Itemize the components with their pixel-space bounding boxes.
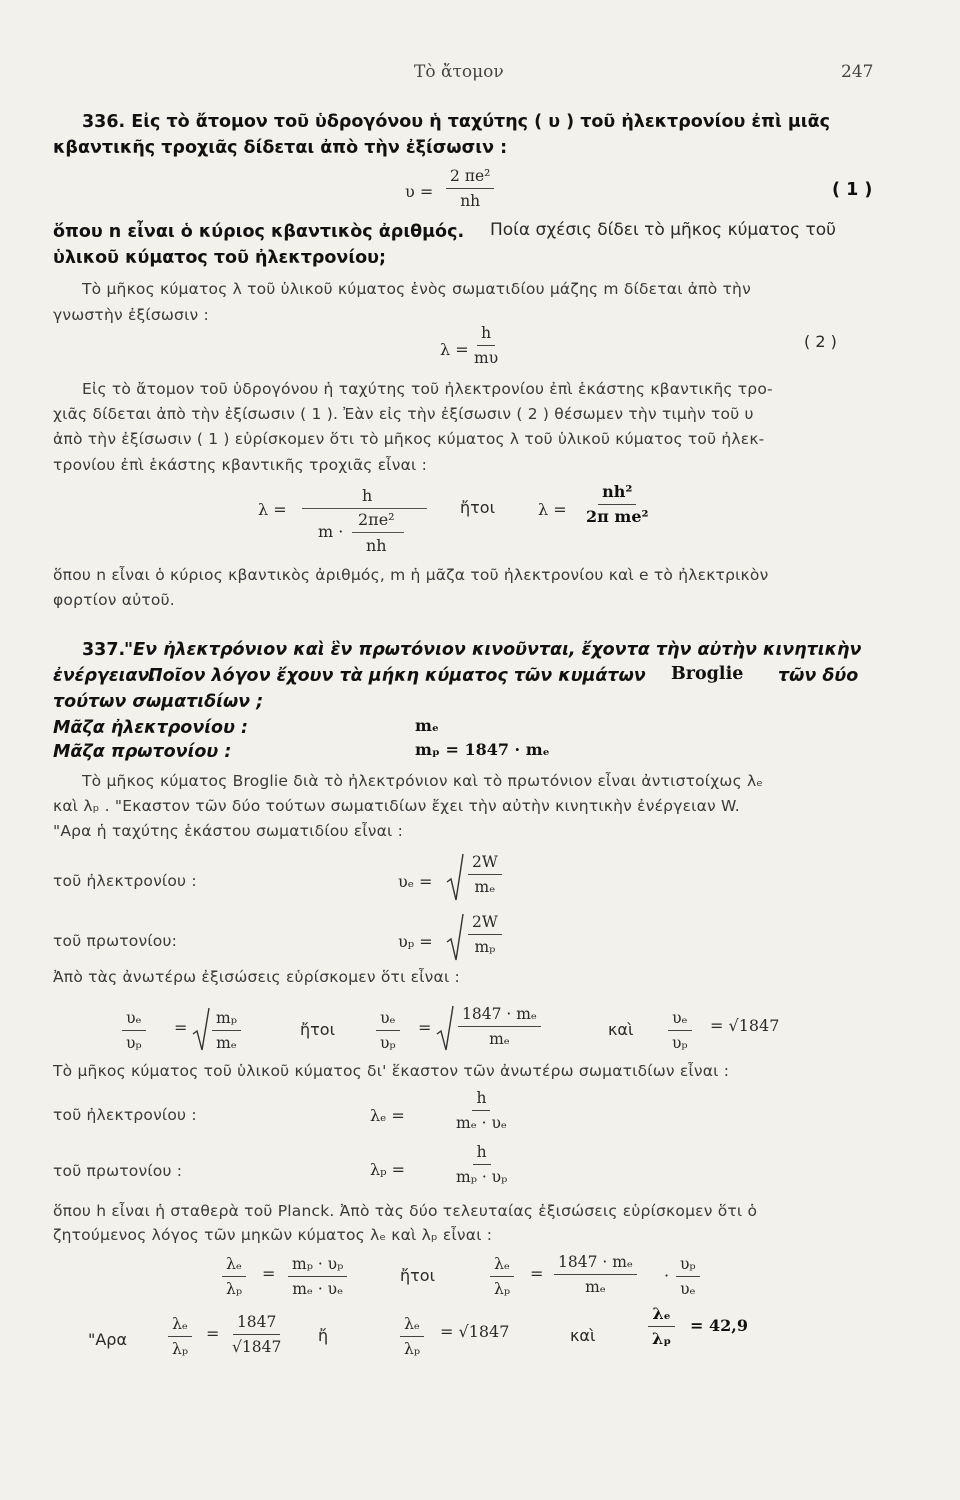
le-label: τοῦ ἠλεκτρονίου :	[53, 1106, 197, 1124]
g2-denominator: λₚ	[404, 1340, 421, 1358]
r2-sqrt-icon	[436, 1004, 454, 1052]
p337-s5: Τὸ μῆκος κύματος τοῦ ὑλικοῦ κύματος δι' ἕκαστον τῶν ἀνωτέρω σωματιδίων εἶναι :	[53, 1062, 730, 1080]
lp-lhs: λₚ =	[370, 1160, 406, 1179]
running-title: Τὸ ἄτομον	[414, 62, 504, 82]
eq3-inner-denominator: nh	[366, 536, 387, 555]
eq3-main-bar	[302, 508, 427, 509]
f1-equals: =	[262, 1264, 276, 1283]
eq1-lhs: υ =	[405, 182, 434, 201]
p336-line3b: Ποία σχέσις δίδει τὸ μῆκος κύματος τοῦ	[490, 220, 836, 240]
r3-numerator: υₑ	[668, 1008, 691, 1031]
r2-lhs-fraction	[376, 1008, 400, 1053]
p336-line4: ὑλικοῦ κύματος τοῦ ἠλεκτρονίου;	[53, 248, 386, 268]
g3-fraction	[648, 1304, 675, 1349]
g1-rhs-numerator: 1847	[233, 1312, 280, 1335]
le-denominator: mₑ · υₑ	[456, 1114, 507, 1132]
p337-s6: ὅπου h εἶναι ἡ σταθερὰ τοῦ Planck. Ἀπὸ τὰς δύο τελευταίας ἐξισώσεις εὑρίσκομεν ὅτι ὁ	[53, 1202, 758, 1220]
eq1-label: ( 1 )	[832, 180, 873, 200]
ve-lhs: υₑ =	[398, 872, 433, 891]
eq3-numerator: h	[362, 486, 373, 505]
p336-s6: τρονίου ἐπὶ ἑκάστης κβαντικῆς τροχιᾶς εἶναι :	[53, 456, 427, 474]
r-etoi: ἤτοι	[300, 1020, 335, 1039]
r2-denominator: υₚ	[380, 1034, 396, 1052]
g1-rhs-denominator: √1847	[232, 1338, 282, 1356]
p336-line2: κβαντικῆς τροχιᾶς δίδεται ἀπὸ τὴν ἐξίσωσιν :	[53, 138, 508, 158]
mass-p-value: mₚ = 1847 · mₑ	[415, 740, 550, 759]
g2-numerator: λₑ	[400, 1314, 424, 1337]
f1-rhs-denominator: mₑ · υₑ	[292, 1280, 344, 1298]
g3-numerator: λₑ	[648, 1304, 674, 1327]
r1-equals: =	[174, 1018, 188, 1037]
eq2-numerator: h	[477, 323, 495, 346]
ve-numerator: 2W	[468, 852, 502, 875]
ve-label: τοῦ ἠλεκτρονίου :	[53, 872, 197, 890]
eq3b-fraction	[582, 482, 653, 527]
eq2-label: ( 2 )	[804, 332, 837, 351]
r2-numerator: υₑ	[376, 1008, 399, 1031]
g2-rhs: = √1847	[440, 1322, 510, 1341]
r2-equals: =	[418, 1018, 432, 1037]
f2-rhs-denominator: mₑ	[585, 1278, 606, 1296]
f1-rhs-fraction	[288, 1254, 347, 1299]
f2-numerator: λₑ	[490, 1254, 514, 1277]
p337-line3: τούτων σωματιδίων ;	[53, 692, 264, 712]
p336-s3: Εἰς τὸ ἄτομον τοῦ ὑδρογόνου ἡ ταχύτης τοῦ ἠλεκτρονίου ἐπὶ ἑκάστης κβαντικῆς τρο-	[82, 380, 773, 398]
mass-e-label: Μᾶζα ἠλεκτρονίου :	[53, 718, 248, 738]
eq1-numerator: 2 πe²	[446, 166, 494, 189]
eq1-denominator: nh	[460, 192, 481, 210]
mass-e-value: mₑ	[415, 716, 440, 735]
f1-numerator: λₑ	[222, 1254, 246, 1277]
p336-s7: ὅπου n εἶναι ὁ κύριος κβαντικὸς ἀριθμός, m ἡ μᾶζα τοῦ ἠλεκτρονίου καὶ e τὸ ἠλεκτρικὸν	[53, 566, 769, 584]
eq3-inner-numerator: 2πe²	[358, 510, 395, 529]
p337-s3: "Αρα ἡ ταχύτης ἑκάστου σωματιδίου εἶναι :	[53, 822, 404, 840]
r3-rhs: = √1847	[710, 1016, 780, 1035]
mass-p-label: Μᾶζα πρωτονίου :	[53, 742, 232, 762]
r1-numerator: υₑ	[122, 1008, 145, 1031]
p336-s1: Τὸ μῆκος κύματος λ τοῦ ὑλικοῦ κύματος ἑνὸς σωματιδίου μάζης m δίδεται ἀπὸ τὴν	[82, 280, 751, 298]
r3-fraction	[668, 1008, 692, 1053]
r3-denominator: υₚ	[672, 1034, 688, 1052]
f2-rhs-numerator: 1847 · mₑ	[554, 1252, 637, 1275]
r1-rhs-numerator: mₚ	[212, 1008, 241, 1031]
eq3-lhs: λ =	[258, 500, 287, 519]
f2-dot: ·	[664, 1266, 670, 1285]
p336-line3a: ὅπου n εἶναι ὁ κύριος κβαντικὸς ἀριθμός.	[53, 222, 465, 242]
g1-denominator: λₚ	[172, 1340, 189, 1358]
eq2-fraction	[470, 323, 502, 368]
lp-fraction	[452, 1142, 511, 1187]
p337-s2: καὶ λₚ . "Εκαστον τῶν δύο τούτων σωματιδίων ἔχει τὴν αὐτὴν κινητικὴν ἐνέργειαν W.	[53, 797, 740, 815]
p336-s8: φορτίον αὐτοῦ.	[53, 591, 175, 609]
f2-equals: =	[530, 1264, 544, 1283]
f2-rhs-fraction	[554, 1252, 637, 1297]
p337-line2d: τῶν δύο	[778, 666, 859, 686]
p337-number: 337.	[82, 640, 126, 660]
g3-denominator: λₚ	[652, 1329, 672, 1348]
le-numerator: h	[472, 1088, 490, 1111]
g-kai: καὶ	[570, 1326, 596, 1345]
lp-numerator: h	[473, 1142, 491, 1165]
eq2-denominator: mυ	[474, 349, 499, 367]
lp-denominator: mₚ · υₚ	[456, 1168, 508, 1186]
le-lhs: λₑ =	[370, 1106, 405, 1125]
r1-rhs-denominator: mₑ	[216, 1034, 237, 1052]
p336-line1: 336. Εἰς τὸ ἄτομον τοῦ ὑδρογόνου ἡ ταχύτης ( υ ) τοῦ ἠλεκτρονίου ἐπὶ μιᾶς	[82, 112, 831, 132]
r2-rhs-numerator: 1847 · mₑ	[458, 1004, 541, 1027]
page-number: 247	[841, 62, 874, 82]
eq3-etoi: ἤτοι	[460, 498, 495, 517]
vp-fraction	[468, 912, 502, 957]
vp-numerator: 2W	[468, 912, 502, 935]
f2-velocity-fraction	[676, 1254, 700, 1299]
g1-lhs-fraction	[168, 1314, 192, 1359]
r1-sqrt-icon	[192, 1006, 210, 1052]
vp-sqrt-icon	[446, 912, 464, 962]
eq1-fraction	[446, 166, 494, 211]
g1-equals: =	[206, 1324, 220, 1343]
r-kai: καὶ	[608, 1020, 634, 1039]
g-h: ἤ	[318, 1326, 329, 1345]
r1-lhs-fraction	[122, 1008, 146, 1053]
f2-lhs-fraction	[490, 1254, 514, 1299]
g1-numerator: λₑ	[168, 1314, 192, 1337]
p337-s1: Τὸ μῆκος κύματος Broglie διὰ τὸ ἠλεκτρόνιον καὶ τὸ πρωτόνιον εἶναι ἀντιστοίχως λₑ	[82, 772, 764, 790]
eq3-m: m ·	[318, 522, 344, 541]
p337-s7: ζητούμενος λόγος τῶν μηκῶν κύματος λₑ καὶ λₚ εἶναι :	[53, 1226, 493, 1244]
f1-denominator: λₚ	[226, 1280, 243, 1298]
f2-denominator: λₚ	[494, 1280, 511, 1298]
g3-rhs: = 42,9	[690, 1316, 748, 1335]
vp-label: τοῦ πρωτονίου:	[53, 932, 178, 950]
g1-rhs-fraction	[228, 1312, 285, 1357]
p337-line2b: Ποῖον λόγον ἔχουν τὰ μήκη κύματος τῶν κυμάτων	[148, 666, 646, 686]
ara: "Αρα	[88, 1330, 128, 1349]
ve-sqrt-icon	[446, 852, 464, 902]
eq3b-denominator: 2π me²	[586, 507, 649, 526]
lp-label: τοῦ πρωτονίου :	[53, 1162, 183, 1180]
r1-rhs-fraction	[212, 1008, 241, 1053]
f1-lhs-fraction	[222, 1254, 246, 1299]
f2-velocity-numerator: υₚ	[676, 1254, 700, 1277]
eq2-lhs: λ =	[440, 340, 469, 359]
vp-lhs: υₚ =	[398, 932, 433, 951]
p337-line1: "Εν ἠλεκτρόνιον καὶ ἓν πρωτόνιον κινοῦνται, ἔχοντα τὴν αὐτὴν κινητικὴν	[124, 640, 862, 660]
eq3-inner-bar	[352, 532, 404, 533]
p337-s4: Ἀπὸ τὰς ἀνωτέρω ἐξισώσεις εὑρίσκομεν ὅτι εἶναι :	[53, 968, 460, 986]
p336-s4: χιᾶς δίδεται ἀπὸ τὴν ἐξίσωσιν ( 1 ). Ἐὰν εἰς τὴν ἐξίσωσιν ( 2 ) θέσωμεν τὴν τιμὴν τοῦ υ	[53, 405, 754, 423]
vp-denominator: mₚ	[474, 938, 496, 956]
p337-line2a: ἐνέργειαν.	[53, 666, 157, 686]
f-etoi: ἤτοι	[400, 1266, 435, 1285]
g2-fraction	[400, 1314, 424, 1359]
le-fraction	[452, 1088, 511, 1133]
f1-rhs-numerator: mₚ · υₚ	[288, 1254, 347, 1277]
eq3b-numerator: nh²	[598, 482, 636, 505]
f2-velocity-denominator: υₑ	[680, 1280, 696, 1298]
p337-broglie: Broglie	[671, 664, 744, 684]
ve-fraction	[468, 852, 502, 897]
r1-denominator: υₚ	[126, 1034, 142, 1052]
r2-rhs-denominator: mₑ	[489, 1030, 510, 1048]
r2-rhs-fraction	[458, 1004, 541, 1049]
eq3b-lhs: λ =	[538, 500, 567, 519]
p336-s5: ἀπὸ τὴν ἐξίσωσιν ( 1 ) εὑρίσκομεν ὅτι τὸ μῆκος κύματος λ τοῦ ὑλικοῦ κύματος τοῦ ἠλεκ-	[53, 430, 765, 448]
p336-s2: γνωστὴν ἐξίσωσιν :	[53, 306, 209, 324]
ve-denominator: mₑ	[474, 878, 496, 896]
